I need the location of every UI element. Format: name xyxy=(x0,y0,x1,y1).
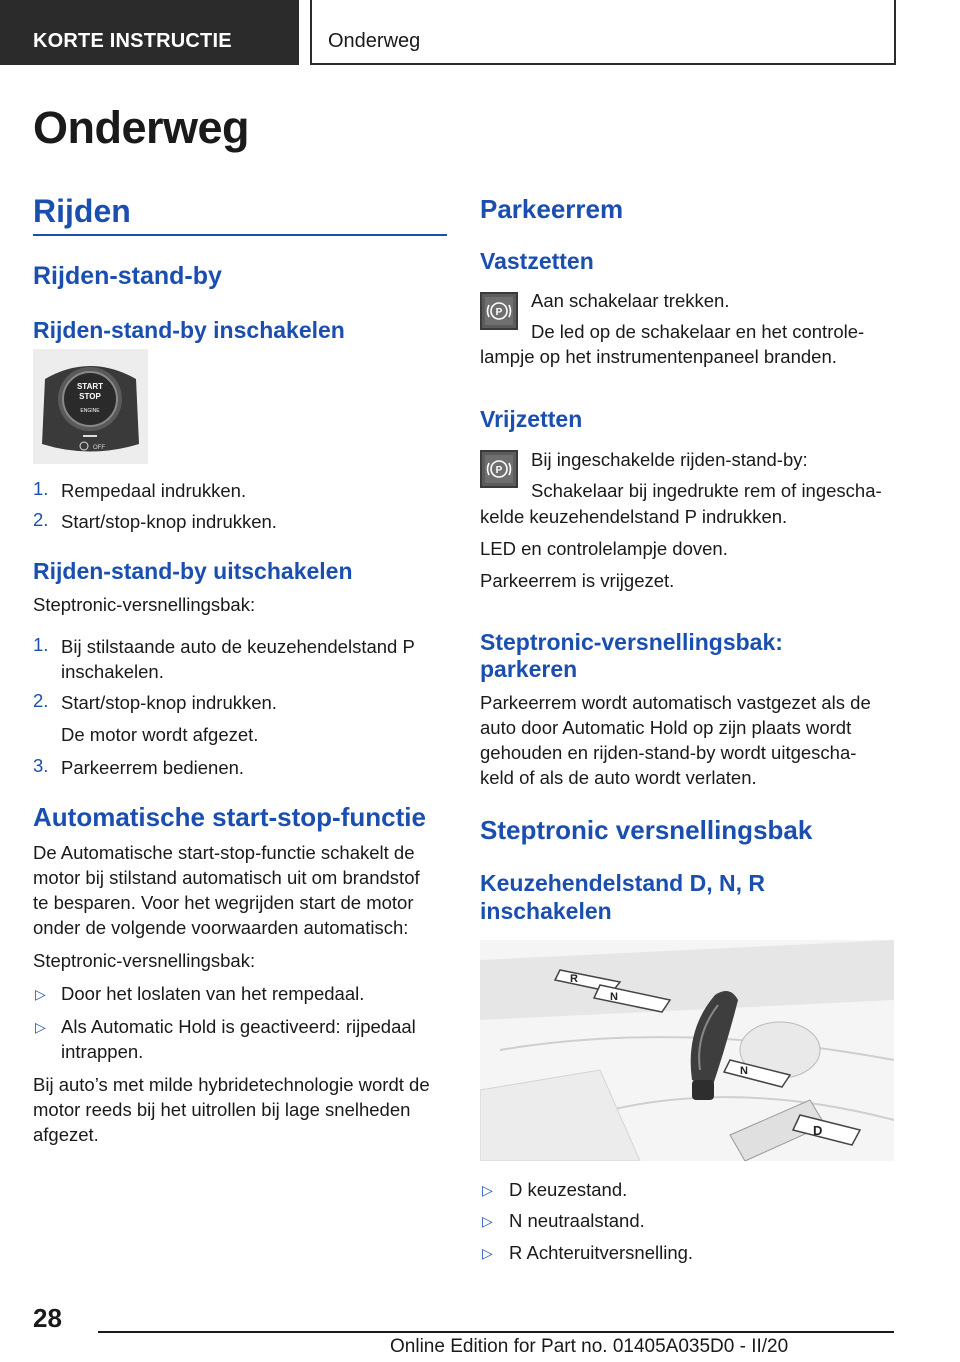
vast-line: Aan schakelaar trekken. xyxy=(531,290,730,311)
vast-line: lampje op het instrumentenpaneel branden. xyxy=(480,346,837,367)
footer-edition: Online Edition for Part no. 01405A035D0 - II/20 xyxy=(390,1336,789,1357)
bullet-triangle-icon: ▷ xyxy=(482,1213,493,1229)
auto-para-line: te besparen. Voor het wegrijden start de motor xyxy=(33,892,414,913)
step-text: De motor wordt afgezet. xyxy=(61,724,259,745)
button-text-engine: ENGINE xyxy=(80,408,100,414)
chapter-tab: Onderweg xyxy=(310,0,896,65)
vrij-line: Parkeerrem is vrijgezet. xyxy=(480,570,675,591)
button-text-start: START xyxy=(76,382,104,391)
footer-rule xyxy=(98,1331,894,1333)
vrij-line: Schakelaar bij ingedrukte rem of ingescha- xyxy=(531,480,882,501)
hybrid-para-line: Bij auto’s met milde hybridetechnologie wordt de xyxy=(33,1074,430,1095)
auto-para-line: De Automatische start-stop-functie schakelt de xyxy=(33,842,415,863)
step-text: Rempedaal indrukken. xyxy=(61,480,247,501)
gear-label-r: R xyxy=(570,973,578,985)
vrij-line: Bij ingeschakelde rijden-stand-by: xyxy=(531,449,808,470)
heading-steptronic-bak: Steptronic versnellingsbak xyxy=(480,815,813,845)
bullet-triangle-icon: ▷ xyxy=(35,1019,46,1035)
heading-vastzetten: Vastzetten xyxy=(480,248,594,274)
button-text-off: OFF xyxy=(93,445,105,451)
auto-para-line: motor bij stilstand automatisch uit om brandstof xyxy=(33,867,420,888)
bullet-triangle-icon: ▷ xyxy=(482,1245,493,1261)
gear-bullet: R Achteruitversnelling. xyxy=(509,1242,694,1263)
heading-rule xyxy=(33,234,447,236)
heading-steptronic-parking-2: parkeren xyxy=(480,656,578,682)
heading-standby-off: Rijden-stand-by uitschakelen xyxy=(33,558,353,584)
vast-line: De led op de schakelaar en het controle- xyxy=(531,321,865,342)
step-number: 2. xyxy=(33,509,49,530)
step-text: inschakelen. xyxy=(61,661,164,682)
step-number: 1. xyxy=(33,634,49,655)
page-number: 28 xyxy=(33,1303,62,1333)
heading-standby-on: Rijden-stand-by inschakelen xyxy=(33,317,345,343)
vrij-line: LED en controlelampje doven. xyxy=(480,538,728,559)
button-text-stop: STOP xyxy=(79,392,101,401)
heading-keuzehendel-2: inschakelen xyxy=(480,898,612,924)
bullet-text: intrappen. xyxy=(61,1041,144,1062)
svg-text:P: P xyxy=(495,465,503,476)
parking-brake-icon xyxy=(480,450,518,488)
section-tab: KORTE INSTRUCTIE xyxy=(0,0,299,65)
parking-brake-icon xyxy=(480,292,518,330)
bullet-text: Door het loslaten van het rempedaal. xyxy=(61,983,365,1004)
gear-selector-image xyxy=(480,940,894,1161)
hybrid-para-line: afgezet. xyxy=(33,1124,99,1145)
heading-rijden: Rijden xyxy=(33,193,131,229)
gear-label-d: D xyxy=(813,1123,823,1138)
page-title: Onderweg xyxy=(33,102,250,153)
step-park-line: gehouden en rijden-stand-by wordt uitgescha- xyxy=(480,742,857,763)
auto-intro: Steptronic-versnellingsbak: xyxy=(33,950,256,971)
step-park-line: keld of als de auto wordt verlaten. xyxy=(480,767,757,788)
svg-text:P: P xyxy=(495,307,503,318)
bullet-triangle-icon: ▷ xyxy=(35,986,46,1002)
heading-standby: Rijden-stand-by xyxy=(33,262,222,290)
bullet-text: Als Automatic Hold is geactiveerd: rijpedaal xyxy=(61,1016,416,1037)
heading-auto-start-stop: Automatische start-stop-functie xyxy=(33,802,426,832)
off-intro: Steptronic-versnellingsbak: xyxy=(33,594,256,615)
step-park-line: Parkeerrem wordt automatisch vastgezet als de xyxy=(480,692,871,713)
gear-bullet: N neutraalstand. xyxy=(509,1210,645,1231)
gear-label-n: N xyxy=(740,1065,748,1077)
hybrid-para-line: motor reeds bij het uitrollen bij lage snelheden xyxy=(33,1099,411,1120)
auto-para-line: onder de volgende voorwaarden automatisch: xyxy=(33,917,409,938)
heading-vrijzetten: Vrijzetten xyxy=(480,406,583,432)
step-text: Start/stop-knop indrukken. xyxy=(61,692,277,713)
step-text: Bij stilstaande auto de keuzehendelstand P xyxy=(61,636,415,657)
start-stop-button-image xyxy=(33,349,148,464)
step-number: 2. xyxy=(33,690,49,711)
step-text: Parkeerrem bedienen. xyxy=(61,757,245,778)
heading-steptronic-parking: Steptronic-versnellingsbak: xyxy=(480,629,783,655)
heading-keuzehendel: Keuzehendelstand D, N, R xyxy=(480,870,765,896)
gear-bullet: D keuzestand. xyxy=(509,1179,628,1200)
gear-label-n: N xyxy=(610,991,618,1003)
step-text: Start/stop-knop indrukken. xyxy=(61,511,277,532)
step-number: 3. xyxy=(33,755,49,776)
vrij-line: kelde keuzehendelstand P indrukken. xyxy=(480,506,788,527)
heading-parkeerrem: Parkeerrem xyxy=(480,194,624,224)
step-number: 1. xyxy=(33,478,49,499)
bullet-triangle-icon: ▷ xyxy=(482,1182,493,1198)
step-park-line: auto door Automatic Hold op zijn plaats wordt xyxy=(480,717,852,738)
